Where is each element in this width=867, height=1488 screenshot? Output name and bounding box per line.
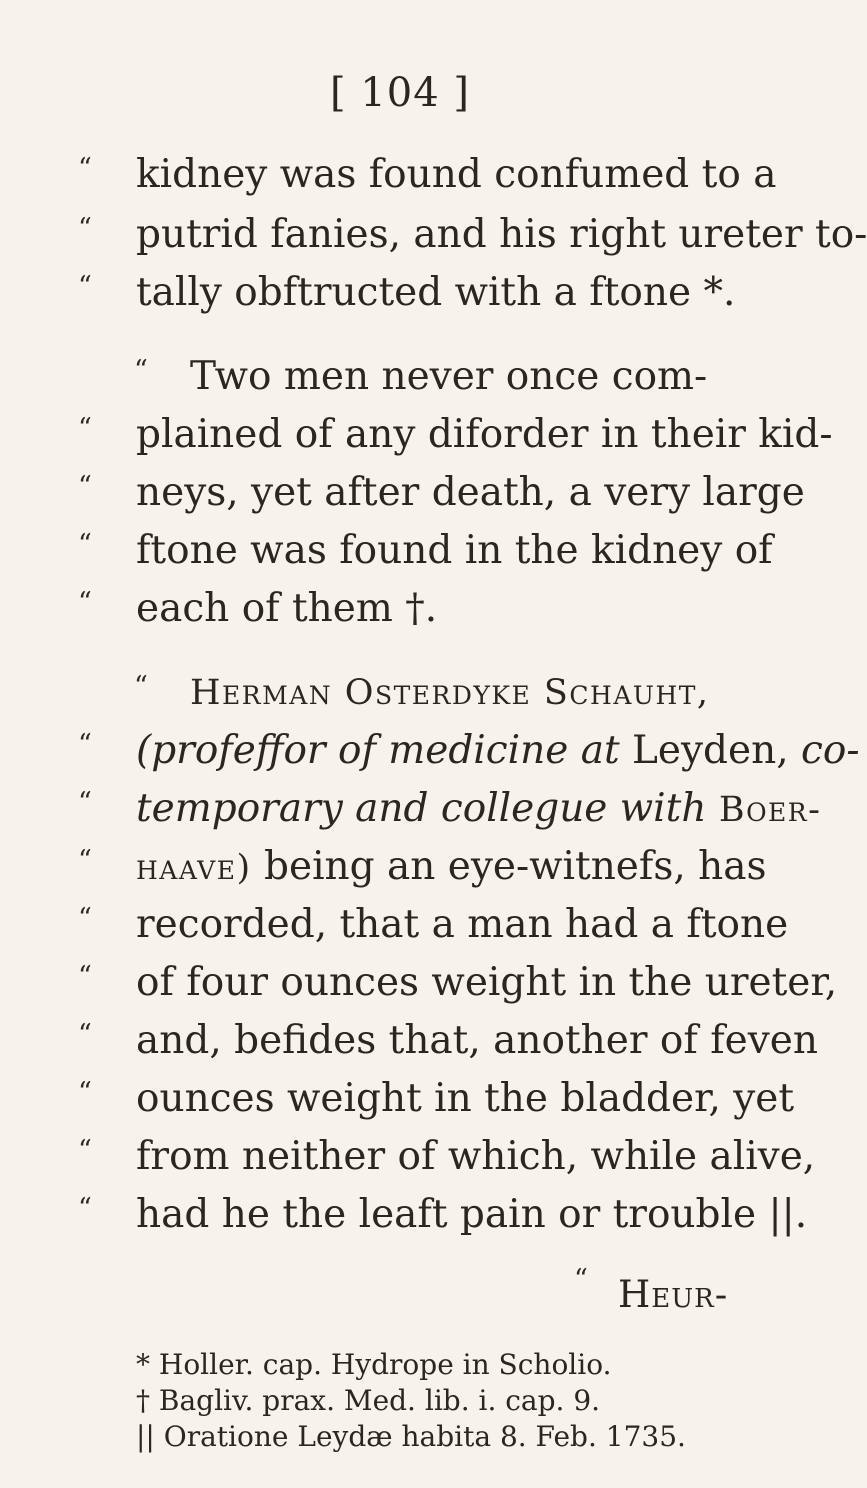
quote-mark: “ [78,471,92,502]
quote-mark: “ [78,153,92,184]
text-line [78,1074,795,1124]
line-text: of four ounces weight in the ureter, [136,960,838,1005]
text-line [78,526,778,576]
quote-mark: “ [78,1193,92,1224]
line-text: ftone was found in the kidney of [136,528,773,573]
text-line [78,150,778,200]
italic-text: (profeffor of medicine at [136,728,620,773]
place-name: Leyden, [632,728,789,773]
italic-text: temporary and collegue with [136,786,707,831]
quote-mark: “ [78,787,92,818]
text-line [78,410,833,460]
quote-mark: “ [78,845,92,876]
line-text: ounces weight in the bladder, yet [136,1076,795,1121]
quote-mark: “ [134,671,148,702]
quote-mark: “ [78,1077,92,1108]
italic-text: co- [801,728,860,773]
person-name: Boer- [718,790,822,830]
person-name: Herman Osterdyke Schauht, [190,673,710,713]
footnote: * Holler. cap. Hydrope in Scholio. [136,1348,612,1381]
line-text: kidney was found confumed to a [136,152,777,197]
line-text: each of them †. [136,586,438,631]
text-line [78,1016,818,1066]
quote-mark: “ [78,903,92,934]
text-line [78,726,860,776]
text-line [78,352,778,402]
line-text: Two men never once com- [190,354,708,399]
page-header: [ 104 ] [330,70,470,116]
quote-mark: “ [78,729,92,760]
text-line [78,900,789,950]
catchword [0,1264,800,1320]
quote-mark: “ [78,413,92,444]
catchword-text: Heur- [618,1273,729,1316]
quote-mark: “ [134,355,148,386]
text-line [78,468,805,518]
footnote: || Oratione Leydæ habita 8. Feb. 1735. [136,1420,686,1453]
line-text: being an eye-witnefs, has [264,844,767,889]
text-line [78,784,822,834]
line-text: had he the leaft pain or trouble ||. [136,1192,808,1237]
quote-mark: “ [78,961,92,992]
quote-mark: “ [78,271,92,302]
line-text: plained of any diforder in their kid- [136,412,833,457]
text-line [78,1132,816,1182]
text-line [78,1190,808,1240]
text-line [78,958,838,1008]
line-text: and, befides that, another of feven [136,1018,818,1063]
line-text: recorded, that a man had a ftone [136,902,789,947]
text-line [78,210,867,260]
person-name: haave) [136,848,252,888]
line-text: putrid fanies, and his right ureter to- [136,212,867,257]
line-text: neys, yet after death, a very large [136,470,805,515]
quote-mark: “ [78,213,92,244]
quote-mark: “ [78,1019,92,1050]
quote-mark: “ [78,1135,92,1166]
text-line [78,668,778,718]
text-line [78,268,778,318]
line-text: tally obftructed with a ftone *. [136,270,736,315]
text-line [78,842,778,892]
quote-mark: “ [78,587,92,618]
footnote: † Bagliv. prax. Med. lib. i. cap. 9. [136,1384,601,1417]
quote-mark: “ [574,1264,588,1295]
line-text: from neither of which, while alive, [136,1134,816,1179]
text-line [78,584,778,634]
quote-mark: “ [78,529,92,560]
